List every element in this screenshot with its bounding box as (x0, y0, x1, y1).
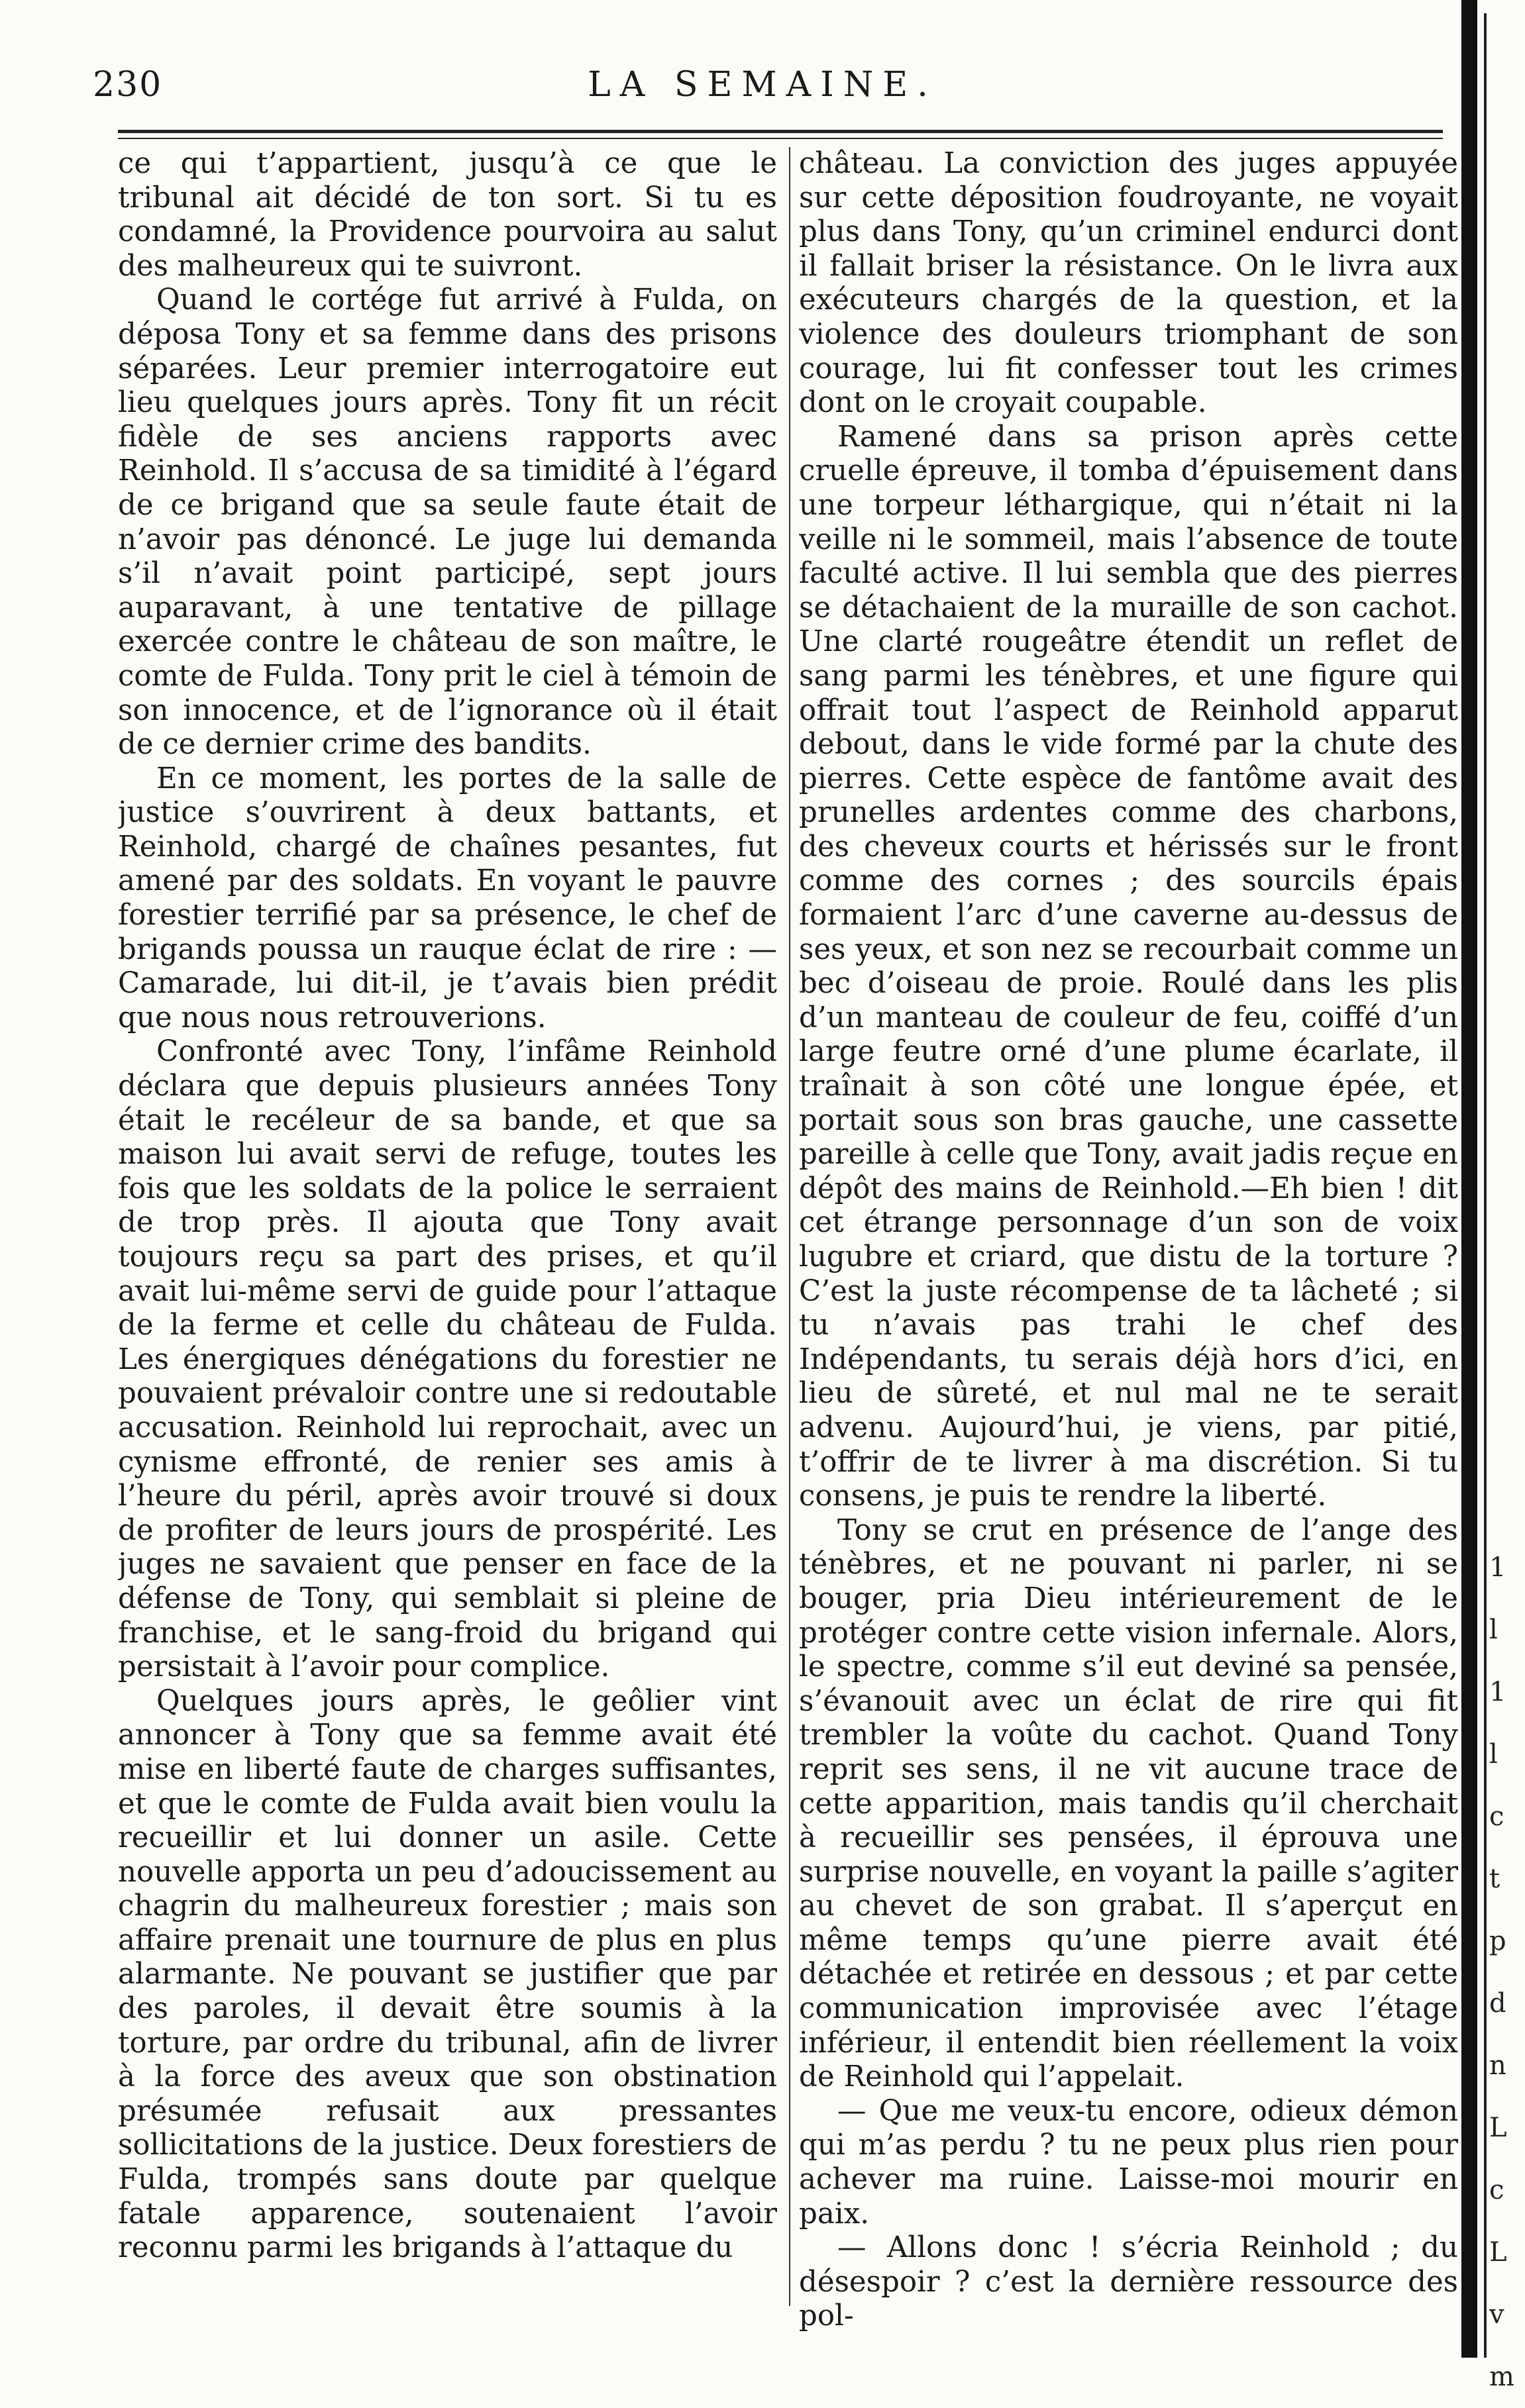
running-title: LA SEMAINE. (588, 65, 937, 105)
paragraph: ce qui t’appartient, jusqu’à ce que le tribunal ait décidé de ton sort. Si tu es condamné, la Providence pourvoira au salut des malheureux qui te suivront. (118, 147, 777, 283)
fragment: c (1489, 1801, 1504, 1832)
page-number: 230 (93, 65, 163, 105)
fragment: l (1489, 1739, 1498, 1770)
paragraph: En ce moment, les portes de la salle de justice s’ouvrirent à deux battants, et Reinhold, chargé de chaînes pesantes, fut amené par des soldats. En voyant le pauvre forestier terrifié par sa présence, le chef de brigands poussa un rauque éclat de rire : — Camarade, lui dit-il, je t’avais bien prédit que nous nous retrouverions. (118, 762, 777, 1034)
fragment: d (1489, 1988, 1506, 2019)
fragment: 1 (1489, 1552, 1506, 1583)
fragment: L (1489, 2237, 1507, 2268)
paragraph: Tony se crut en présence de l’ange des ténèbres, et ne pouvant ni parler, ni se bouger, pria Dieu intérieurement de le protéger contre cette vision infernale. Alors, le spectre, comme s’il eut deviné sa pensée, s’évanouit avec un éclat de rire qui fit trembler la voûte du cachot. Quand Tony reprit ses sens, il ne vit aucune trace de cette apparition, mais tandis qu’il cherchait à recueillir ses pensées, il éprouva une surprise nouvelle, en voyant la paille s’agiter au chevet de son grabat. Il s’aperçut en même temps qu’une pierre avait été détachée et retirée en dessous ; et par cette communication improvisée avec l’étage inférieur, il entendit bien réellement la voix de Reinhold qui l’appelait. (799, 1513, 1458, 2094)
header-rule-thick (118, 130, 1443, 133)
right-column (799, 147, 1458, 2359)
paragraph: Quelques jours après, le geôlier vint annoncer à Tony que sa femme avait été mise en liberté faute de charges suffisantes, et que le comte de Fulda avait bien voulu la recueillir et lui donner un asile. Cette nouvelle apporta un peu d’adoucissement au chagrin du malheureux forestier ; mais son affaire prenait une tournure de plus en plus alarmante. Ne pouvant se justifier que par des paroles, il devait être soumis à la torture, par ordre du tribunal, afin de livrer à la force des aveux que son obstination présumée refusait aux pressantes sollicitations de la justice. Deux forestiers de Fulda, trompés sans doute par quelque fatale apparence, soutenaient l’avoir reconnu parmi les brigands à l’attaque du (118, 1684, 777, 2265)
fragment: v (1489, 2299, 1504, 2330)
fragment: c (1489, 2175, 1504, 2205)
fragment: t (1489, 1864, 1500, 1894)
paragraph: Quand le cortége fut arrivé à Fulda, on déposa Tony et sa femme dans des prisons séparées. Leur premier interrogatoire eut lieu quelques jours après. Tony fit un récit fidèle de ses anciens rapports avec Reinhold. Il s’accusa de sa timidité à l’égard de ce brigand que sa seule faute était de n’avoir pas dénoncé. Le juge lui demanda s’il n’avait point participé, sept jours auparavant, à une tentative de pillage exercée contre le château de son maître, le comte de Fulda. Tony prit le ciel à témoin de son innocence, et de l’ignorance où il était de ce dernier crime des bandits. (118, 283, 777, 762)
paragraph: Confronté avec Tony, l’infâme Reinhold déclara que depuis plusieurs années Tony était le recéleur de sa bande, et que sa maison lui avait servi de refuge, toutes les fois que les soldats de la police le serraient de trop près. Il ajouta que Tony avait toujours reçu sa part des prises, et qu’il avait lui-même servi de guide pour l’attaque de la ferme et celle du château de Fulda. Les énergiques dénégations du forestier ne pouvaient prévaloir contre une si redoutable accusation. Reinhold lui reprochait, avec un cynisme effronté, de renier ses amis à l’heure du péril, après avoir trouvé si doux de profiter de leurs jours de prospérité. Les juges ne savaient que penser en face de la défense de Tony, qui semblait si pleine de franchise, et le sang-froid du brigand qui persistait à l’avoir pour complice. (118, 1035, 777, 1684)
fragment: L (1489, 2113, 1507, 2143)
adjacent-page-fragments (1489, 1536, 1525, 2408)
paragraph: — Que me veux-tu encore, odieux démon qui m’as perdu ? tu ne peux plus rien pour achever ma ruine. Laisse-moi mourir en paix. (799, 2094, 1458, 2231)
fragment: p (1489, 1926, 1506, 1956)
adjacent-page-edge (1484, 13, 1487, 2358)
paragraph: — Allons donc ! s’écria Reinhold ; du désespoir ? c’est la dernière ressource des pol- (799, 2231, 1458, 2333)
header-rule-thin (118, 138, 1443, 139)
binding-shadow (1461, 0, 1477, 2358)
fragment: m (1489, 2362, 1514, 2392)
paragraph: château. La conviction des juges appuyée sur cette déposition foudroyante, ne voyait plus dans Tony, qu’un criminel endurci dont il fallait briser la résistance. On le livra aux exécuteurs chargés de la question, et la violence des douleurs triomphant de son courage, lui fit confesser tout les crimes dont on le croyait coupable. (799, 147, 1458, 420)
left-column (118, 147, 777, 2359)
fragment: n (1489, 2050, 1506, 2081)
column-divider (789, 147, 790, 2306)
fragment: 1 (1489, 1677, 1506, 1707)
fragment: l (1489, 1615, 1498, 1645)
paragraph: Ramené dans sa prison après cette cruelle épreuve, il tomba d’épuisement dans une torpeur léthargique, qui n’était ni la veille ni le sommeil, mais l’absence de toute faculté active. Il lui sembla que des pierres se détachaient de la muraille de son cachot. Une clarté rougeâtre étendit un reflet de sang parmi les ténèbres, et une figure qui offrait tout l’aspect de Reinhold apparut debout, dans le vide formé par la chute des pierres. Cette espèce de fantôme avait des prunelles ardentes comme des charbons, des cheveux courts et hérissés sur le front comme des cornes ; des sourcils épais formaient l’arc d’une caverne au-dessus de ses yeux, et son nez se recourbait comme un bec d’oiseau de proie. Roulé dans les plis d’un manteau de couleur de feu, coiffé d’un large feutre orné d’une plume écarlate, il traînait à son côté une longue épée, et portait sous son bras gauche, une cassette pareille à celle que Tony, avait jadis reçue en dépôt des mains de Reinhold.—Eh bien ! dit cet étrange personnage d’un son de voix lugubre et criard, que distu de la torture ? C’est la juste récompense de ta lâcheté ; si tu n’avais pas trahi le chef des Indépendants, tu serais déjà hors d’ici, en lieu de sûreté, et nul mal ne te serait advenu. Aujourd’hui, je viens, par pitié, t’offrir de te livrer à ma discrétion. Si tu consens, je puis te rendre la liberté. (799, 420, 1458, 1513)
